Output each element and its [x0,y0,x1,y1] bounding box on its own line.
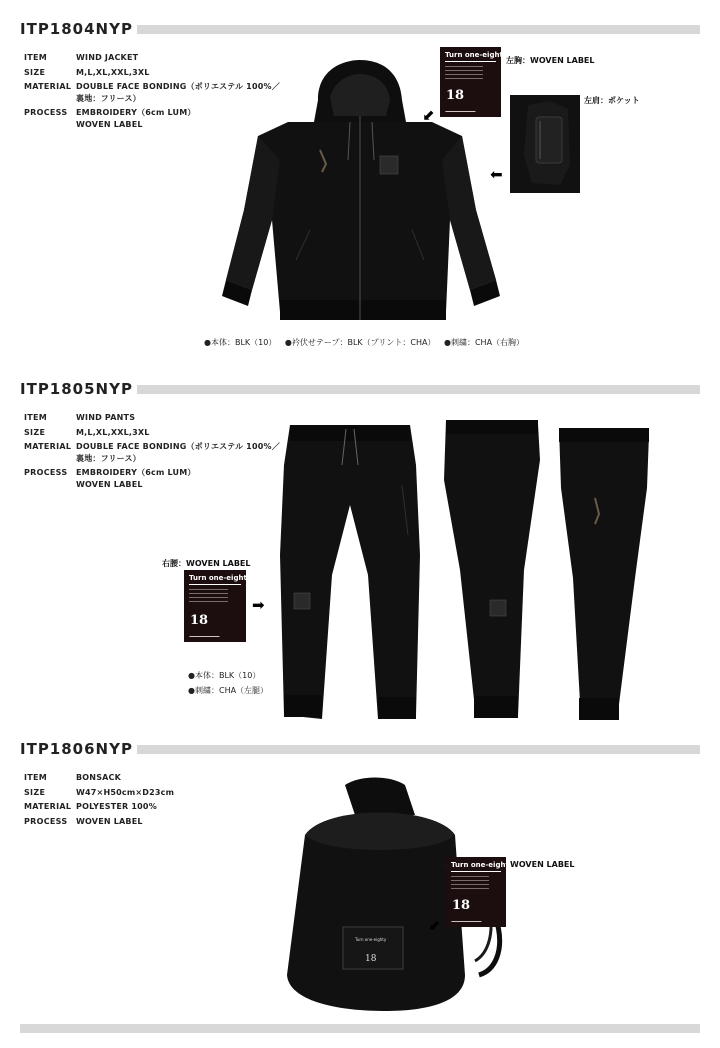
product-code: ITP1804NYP [20,20,137,38]
spec-value-line: EMBROIDERY（6cm LUM） [76,468,196,477]
spec-key: PROCESS [24,816,68,826]
spec-key: SIZE [24,67,46,77]
color-note: ●本体：BLK（10） [188,671,261,680]
color-notes-1 [204,337,530,348]
spec-row-process [24,816,296,828]
color-note: ●本体：BLK（10） [204,338,277,347]
section-divider-bar [120,385,700,394]
shoulder-pocket-detail-image [510,95,580,193]
label-card-title: Turn one-eighty [445,51,496,62]
signature-graphic [445,108,476,112]
spec-key: MATERIAL [24,442,72,451]
spec-value-line: EMBROIDERY（6cm LUM） [76,108,196,117]
callout-left-shoulder: 左肩：ポケット [584,96,640,105]
label-card-title: Turn one-eighty [451,861,501,872]
spec-value [76,467,296,490]
spec-key: ITEM [24,413,48,422]
spec-value: WOVEN LABEL [76,816,143,826]
color-note: ●衿伏せテープ：BLK（プリント：CHA） [284,338,436,347]
spec-row-material [24,441,296,464]
wind-pants-side-image [440,420,550,720]
label-card-number: 18 [190,613,209,628]
color-notes-2 [188,670,268,696]
spec-value: WIND JACKET [76,53,139,62]
spec-value: BONSACK [76,773,122,782]
spec-value [76,441,296,464]
spec-row-material [24,801,296,813]
label-card-text-lines [451,876,501,889]
color-note: ●刺繍：CHA（右胸） [443,338,525,347]
spec-value-line: WOVEN LABEL [76,119,143,129]
bag-label-number: 18 [365,954,377,964]
signature-graphic [189,633,220,637]
spec-value: M,L,XL,XXL,3XL [76,67,150,77]
section-divider-bar [120,745,700,754]
callout-woven-label: WOVEN LABEL [510,860,575,869]
spec-key: SIZE [24,427,46,437]
product-code: ITP1806NYP [20,740,137,758]
label-card-text-lines [189,589,241,602]
label-card-number: 18 [446,88,465,103]
spec-value-line: 裏地：フリース） [76,93,141,103]
label-card-title: Turn one-eighty [189,574,241,585]
spec-row-process [24,467,296,490]
spec-key: PROCESS [24,468,68,477]
spec-row-size [24,427,296,439]
woven-label-card [184,570,252,642]
woven-label-card [440,47,508,117]
spec-key: ITEM [24,773,48,782]
spec-table-3 [24,772,296,830]
spec-value-line: DOUBLE FACE BONDING（ポリエステル 100%／ [76,442,280,451]
spec-value-line: DOUBLE FACE BONDING（ポリエステル 100%／ [76,82,280,91]
color-note: ●刺繍：CHA（左腿） [188,686,269,695]
arrow-icon: ➡ [417,105,440,127]
spec-value: WIND PANTS [76,413,136,422]
spec-key: ITEM [24,53,48,62]
section-header-3 [20,740,700,762]
spec-value: M,L,XL,XXL,3XL [76,427,150,437]
wind-pants-back-image [555,428,655,722]
footer-bar [20,1024,700,1033]
label-card-number: 18 [452,898,471,913]
section-header-1 [20,20,700,42]
arrow-icon: ➡ [490,166,503,184]
spec-key: SIZE [24,787,46,797]
section-divider-bar [120,25,700,34]
spec-row-item [24,772,296,784]
spec-value: W47×H50cm×D23cm [76,787,175,797]
spec-value: POLYESTER 100% [76,802,157,811]
spec-row-size [24,787,296,799]
signature-graphic [451,918,482,922]
arrow-icon: ➡ [423,915,446,937]
product-code: ITP1805NYP [20,380,137,398]
callout-right-waist: 右腰：WOVEN LABEL [162,559,251,568]
woven-label-card [446,857,514,927]
wind-pants-front-image [270,425,430,720]
spec-key: MATERIAL [24,82,72,91]
spec-value-line: WOVEN LABEL [76,479,143,489]
spec-key: PROCESS [24,108,68,117]
spec-value-line: 裏地：フリース） [76,453,141,463]
section-header-2 [20,380,700,402]
spec-key: MATERIAL [24,802,72,811]
label-card-text-lines [445,66,496,79]
spec-table-2 [24,412,296,493]
callout-left-chest: 左胸：WOVEN LABEL [506,56,595,65]
arrow-icon: ➡ [252,596,265,614]
bag-label-title: Turn one-eighty [355,937,387,942]
spec-row-item [24,412,296,424]
